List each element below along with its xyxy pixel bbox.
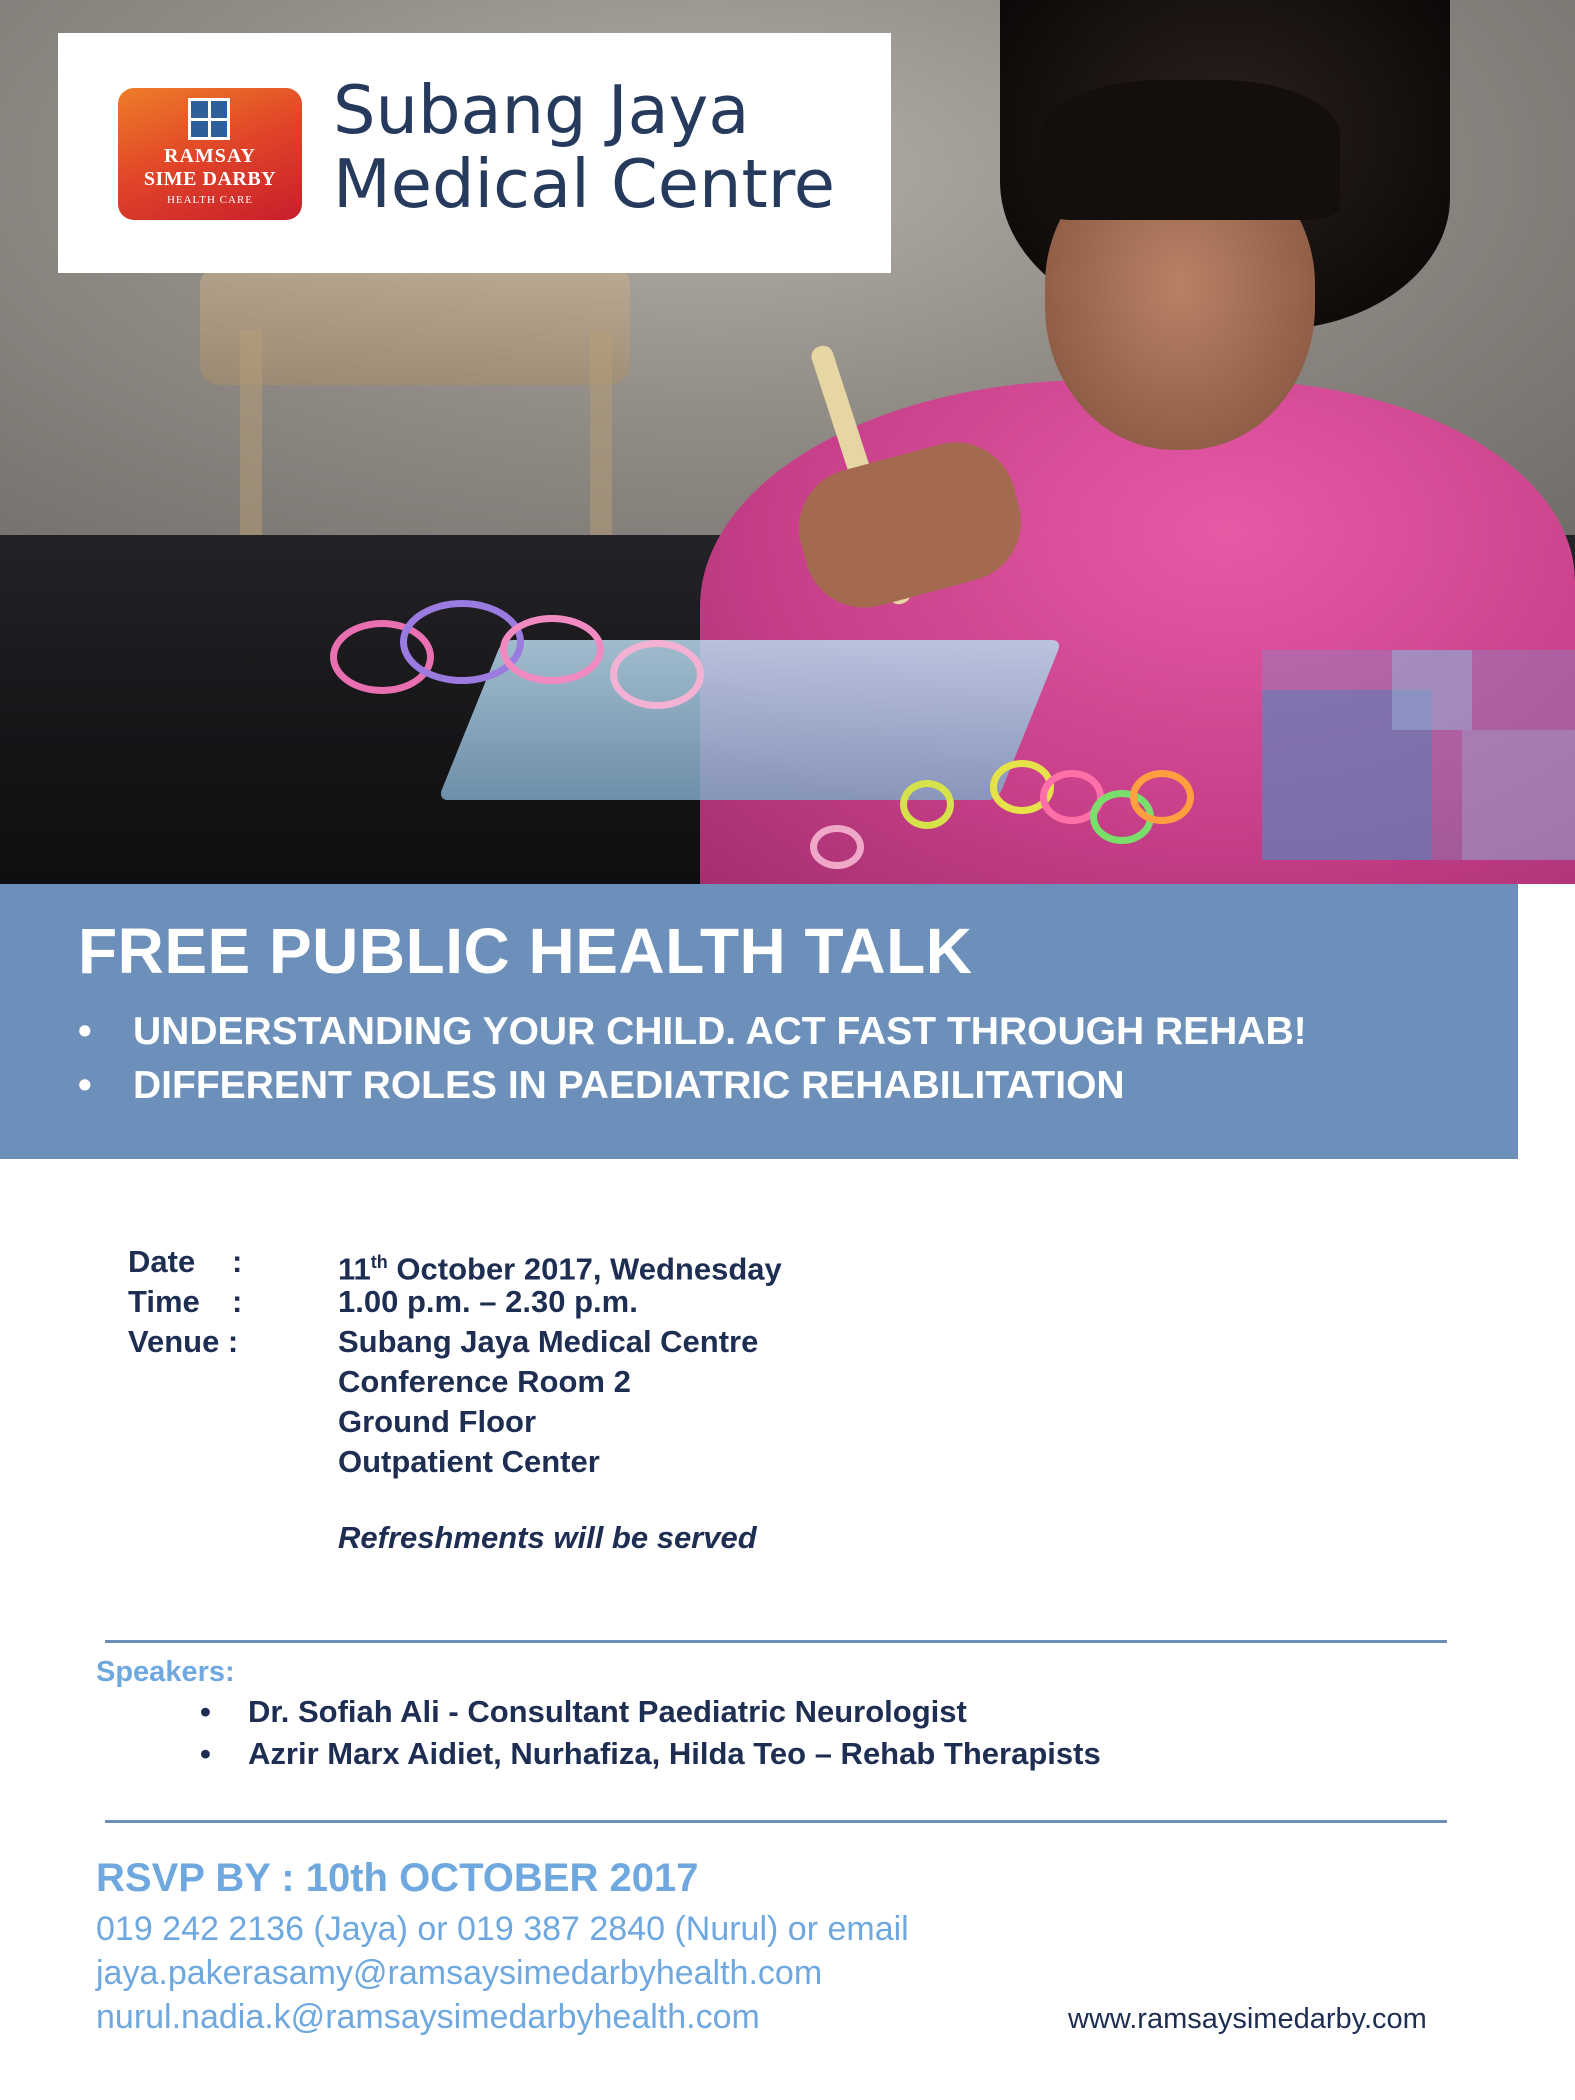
- venue-line: Outpatient Center: [338, 1444, 600, 1479]
- rsvp-deadline: RSVP BY : 10th OCTOBER 2017: [96, 1856, 699, 1900]
- rsvp-email-link[interactable]: nurul.nadia.k@ramsaysimedarbyhealth.com: [96, 1998, 760, 2036]
- bullet-icon: •: [200, 1736, 211, 1771]
- rsvp-email-link[interactable]: jaya.pakerasamy@ramsaysimedarbyhealth.com: [96, 1954, 823, 1992]
- date-day: 11: [338, 1251, 371, 1287]
- time-label: Time: [128, 1284, 200, 1319]
- photo-band: [610, 640, 704, 709]
- time-colon: :: [232, 1284, 243, 1319]
- venue-line: Subang Jaya Medical Centre: [338, 1324, 759, 1359]
- logo-brand-line3: HEALTH CARE: [166, 194, 254, 206]
- date-label: Date: [128, 1244, 196, 1279]
- time-value: 1.00 p.m. – 2.30 p.m.: [338, 1284, 638, 1319]
- speaker-text: Azrir Marx Aidiet, Nurhafiza, Hilda Teo – Rehab Therapists: [248, 1736, 1101, 1771]
- bullet-icon: •: [78, 1010, 92, 1053]
- logo-box: [58, 33, 891, 273]
- hospital-name-line2: Medical Centre: [333, 145, 836, 223]
- bullet-icon: •: [200, 1694, 211, 1729]
- photo-band: [500, 615, 604, 684]
- decorative-squares: [1262, 650, 1575, 860]
- topic-text: UNDERSTANDING YOUR CHILD. ACT FAST THROUGH REHAB!: [133, 1010, 1307, 1053]
- speaker-text: Dr. Sofiah Ali - Consultant Paediatric Neurologist: [248, 1694, 967, 1729]
- date-rest: October 2017, Wednesday: [387, 1251, 782, 1287]
- photo-band: [810, 825, 864, 869]
- event-title: FREE PUBLIC HEALTH TALK: [78, 915, 973, 987]
- date-colon: :: [232, 1244, 243, 1279]
- hospital-name: [333, 73, 835, 221]
- title-banner: [0, 884, 1518, 1159]
- divider: [105, 1820, 1447, 1823]
- speakers-label: Speakers:: [96, 1656, 235, 1688]
- photo-chair-leg: [240, 330, 262, 560]
- topic-text: DIFFERENT ROLES IN PAEDIATRIC REHABILITATION: [133, 1064, 1125, 1107]
- date-suffix: th: [370, 1252, 388, 1272]
- venue-line: Conference Room 2: [338, 1364, 631, 1399]
- hospital-name-line1: Subang Jaya: [333, 71, 750, 149]
- photo-band: [900, 780, 954, 829]
- ramsay-sime-darby-logo: [118, 88, 302, 220]
- website-link[interactable]: www.ramsaysimedarby.com: [1068, 2003, 1427, 2035]
- photo-chair-leg: [590, 330, 612, 560]
- venue-line: Ground Floor: [338, 1404, 537, 1439]
- bullet-icon: •: [78, 1064, 92, 1107]
- rsvp-phones: 019 242 2136 (Jaya) or 019 387 2840 (Nurul) or email: [96, 1910, 909, 1948]
- photo-band: [1130, 770, 1194, 824]
- window-icon: [188, 98, 230, 140]
- divider: [105, 1640, 1447, 1643]
- photo-girl-bangs: [1040, 80, 1340, 220]
- venue-label: Venue :: [128, 1324, 239, 1359]
- photo-chair: [200, 265, 630, 385]
- logo-brand-line2: SIME DARBY: [143, 168, 277, 190]
- logo-brand-line1: RAMSAY: [164, 145, 256, 167]
- refreshments-note: Refreshments will be served: [338, 1520, 757, 1555]
